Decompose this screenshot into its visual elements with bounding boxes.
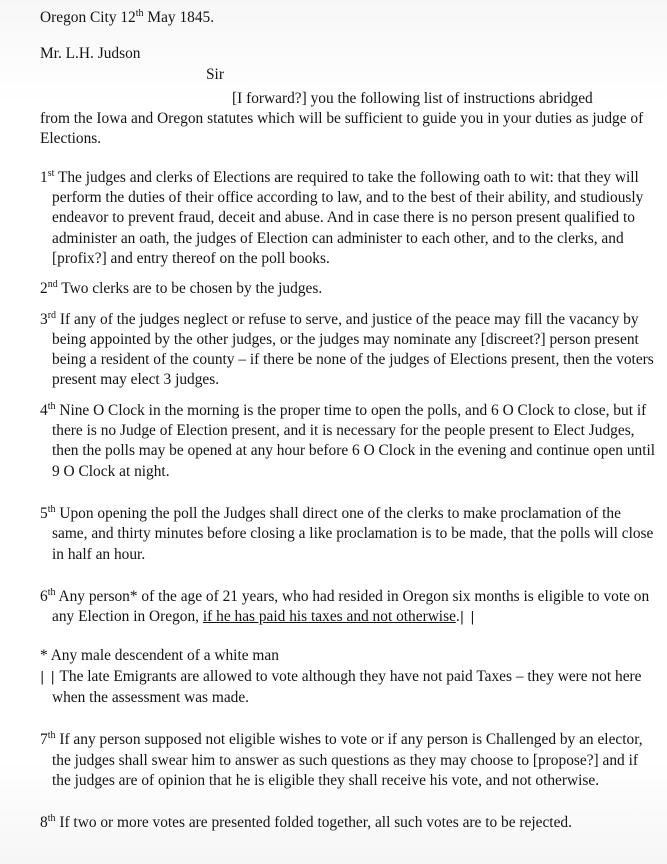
instruction-3: 3rd If any of the judges neglect or refuse to serve, and justice of the peace may fill the vacancy by being appointed by the other judges, or the judges may nominate any [discreet?] person present being a resident of the county – if there be none of the judges of Elections present, then the voters present may elect 3 judges. bbox=[40, 309, 654, 389]
footnote-star: * Any male descendent of a white man bbox=[40, 647, 279, 665]
underlined-condition: if he has paid his taxes and not otherwise bbox=[202, 608, 456, 626]
instruction-7: 7th If any person supposed not eligible wishes to vote or if any person is Challenged by an elector, the judges shall swear him to answer as such questions as they may choose to [propose?] and if the judges are of opinion that he is eligible they shall receive his vote, and not otherwise. bbox=[40, 730, 643, 789]
greeting: Sir bbox=[206, 65, 224, 83]
addressee: Mr. L.H. Judson bbox=[40, 45, 141, 63]
letter-body bbox=[40, 6, 660, 834]
intro-paragraph: [I forward?] you the following list of instructions abridged from the Iowa and Oregon statutes which will be sufficient to guide you in your duties as judge of Elections. bbox=[40, 89, 644, 148]
instruction-6: 6th Any person* of the age of 21 years, who had resided in Oregon six months is eligible to vote on any Election in Oregon, if he has paid his taxes and not otherwise.| | bbox=[40, 586, 650, 626]
instruction-2: 2nd Two clerks are to be chosen by the judges. bbox=[40, 279, 323, 298]
footnote-mark: | | bbox=[459, 610, 476, 626]
date-line: Oregon City 12th May 1845. bbox=[40, 8, 215, 26]
instruction-5: 5th Upon opening the poll the Judges shall direct one of the clerks to make proclamation of the same, and thirty minutes before closing a like proclamation is to be made, that the polls will close in half an hour. bbox=[40, 503, 654, 563]
footnote-bar-mark: | | bbox=[40, 669, 56, 685]
footnote-bar: | | The late Emigrants are allowed to vote although they have not paid Taxes – they were not here when the assessment was made. bbox=[40, 667, 642, 707]
instruction-4: 4th Nine O Clock in the morning is the proper time to open the polls, and 6 O Clock to close, but if there is no Judge of Election present, and it is necessary for the people present to Elect Judges, then the polls may be opened at any hour before 6 O Clock in the evening and continue open until 9 O Clock at night. bbox=[40, 400, 656, 480]
instruction-1: 1st The judges and clerks of Elections are required to take the following oath to wit: that they will perform the duties of their office according to law, and to the best of their ability, and studiously endeavor to prevent fraud, deceit and abuse. And in case there is no person present qualified to administer an oath, the judges of Election can administer to each other, and to the clerks, and [profix?] and entry thereof on the poll books. bbox=[40, 167, 644, 267]
instruction-8: 8th If two or more votes are presented folded together, all such votes are to be rejected. bbox=[40, 813, 572, 832]
